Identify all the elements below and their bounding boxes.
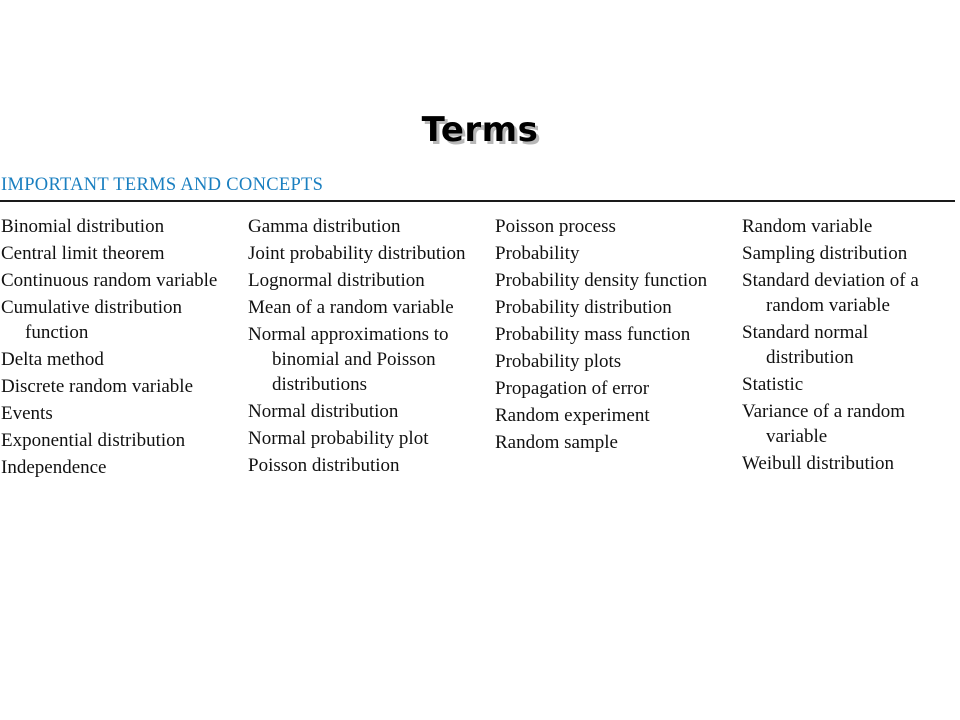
term-item: Cumulative distribution function [1, 297, 183, 343]
term-item: Delta method [1, 349, 104, 370]
term-item: Random sample [495, 432, 618, 453]
terms-column-3 [495, 214, 727, 457]
term-item: Independence [1, 457, 107, 478]
term-item: Binomial distribution [1, 216, 165, 237]
term-item: Random experiment [495, 405, 650, 426]
term-item: Standard normal distribution [742, 322, 869, 368]
term-item: Lognormal distribution [248, 270, 425, 291]
term-item: Discrete random variable [1, 376, 194, 397]
term-item: Standard deviation of a random variable [742, 270, 919, 316]
term-item: Propagation of error [495, 378, 650, 399]
term-item: Gamma distribution [248, 216, 401, 237]
term-item: Poisson process [495, 216, 616, 237]
term-item: Probability mass function [495, 324, 691, 345]
term-item: Poisson distribution [248, 455, 400, 476]
term-item: Sampling distribution [742, 243, 908, 264]
term-item: Continuous random variable [1, 270, 218, 291]
term-item: Joint probability distribution [248, 243, 466, 264]
term-item: Probability [495, 243, 580, 264]
term-item: Variance of a random variable [742, 401, 906, 447]
heading-divider [0, 200, 955, 202]
term-item: Normal approximations to binomial and Poisson distributions [248, 324, 449, 395]
term-item: Probability distribution [495, 297, 672, 318]
terms-column-4 [742, 214, 956, 478]
term-item: Mean of a random variable [248, 297, 454, 318]
section-heading: IMPORTANT TERMS AND CONCEPTS [1, 175, 324, 195]
terms-column-2 [248, 214, 480, 480]
term-item: Random variable [742, 216, 873, 237]
term-item: Exponential distribution [1, 430, 186, 451]
term-item: Normal distribution [248, 401, 399, 422]
term-item: Weibull distribution [742, 453, 895, 474]
term-item: Central limit theorem [1, 243, 165, 264]
term-item: Probability density function [495, 270, 708, 291]
terms-column-1 [1, 214, 233, 482]
term-item: Probability plots [495, 351, 622, 372]
term-item: Statistic [742, 374, 804, 395]
slide-title: Terms [421, 110, 539, 150]
term-item: Events [1, 403, 53, 424]
term-item: Normal probability plot [248, 428, 429, 449]
